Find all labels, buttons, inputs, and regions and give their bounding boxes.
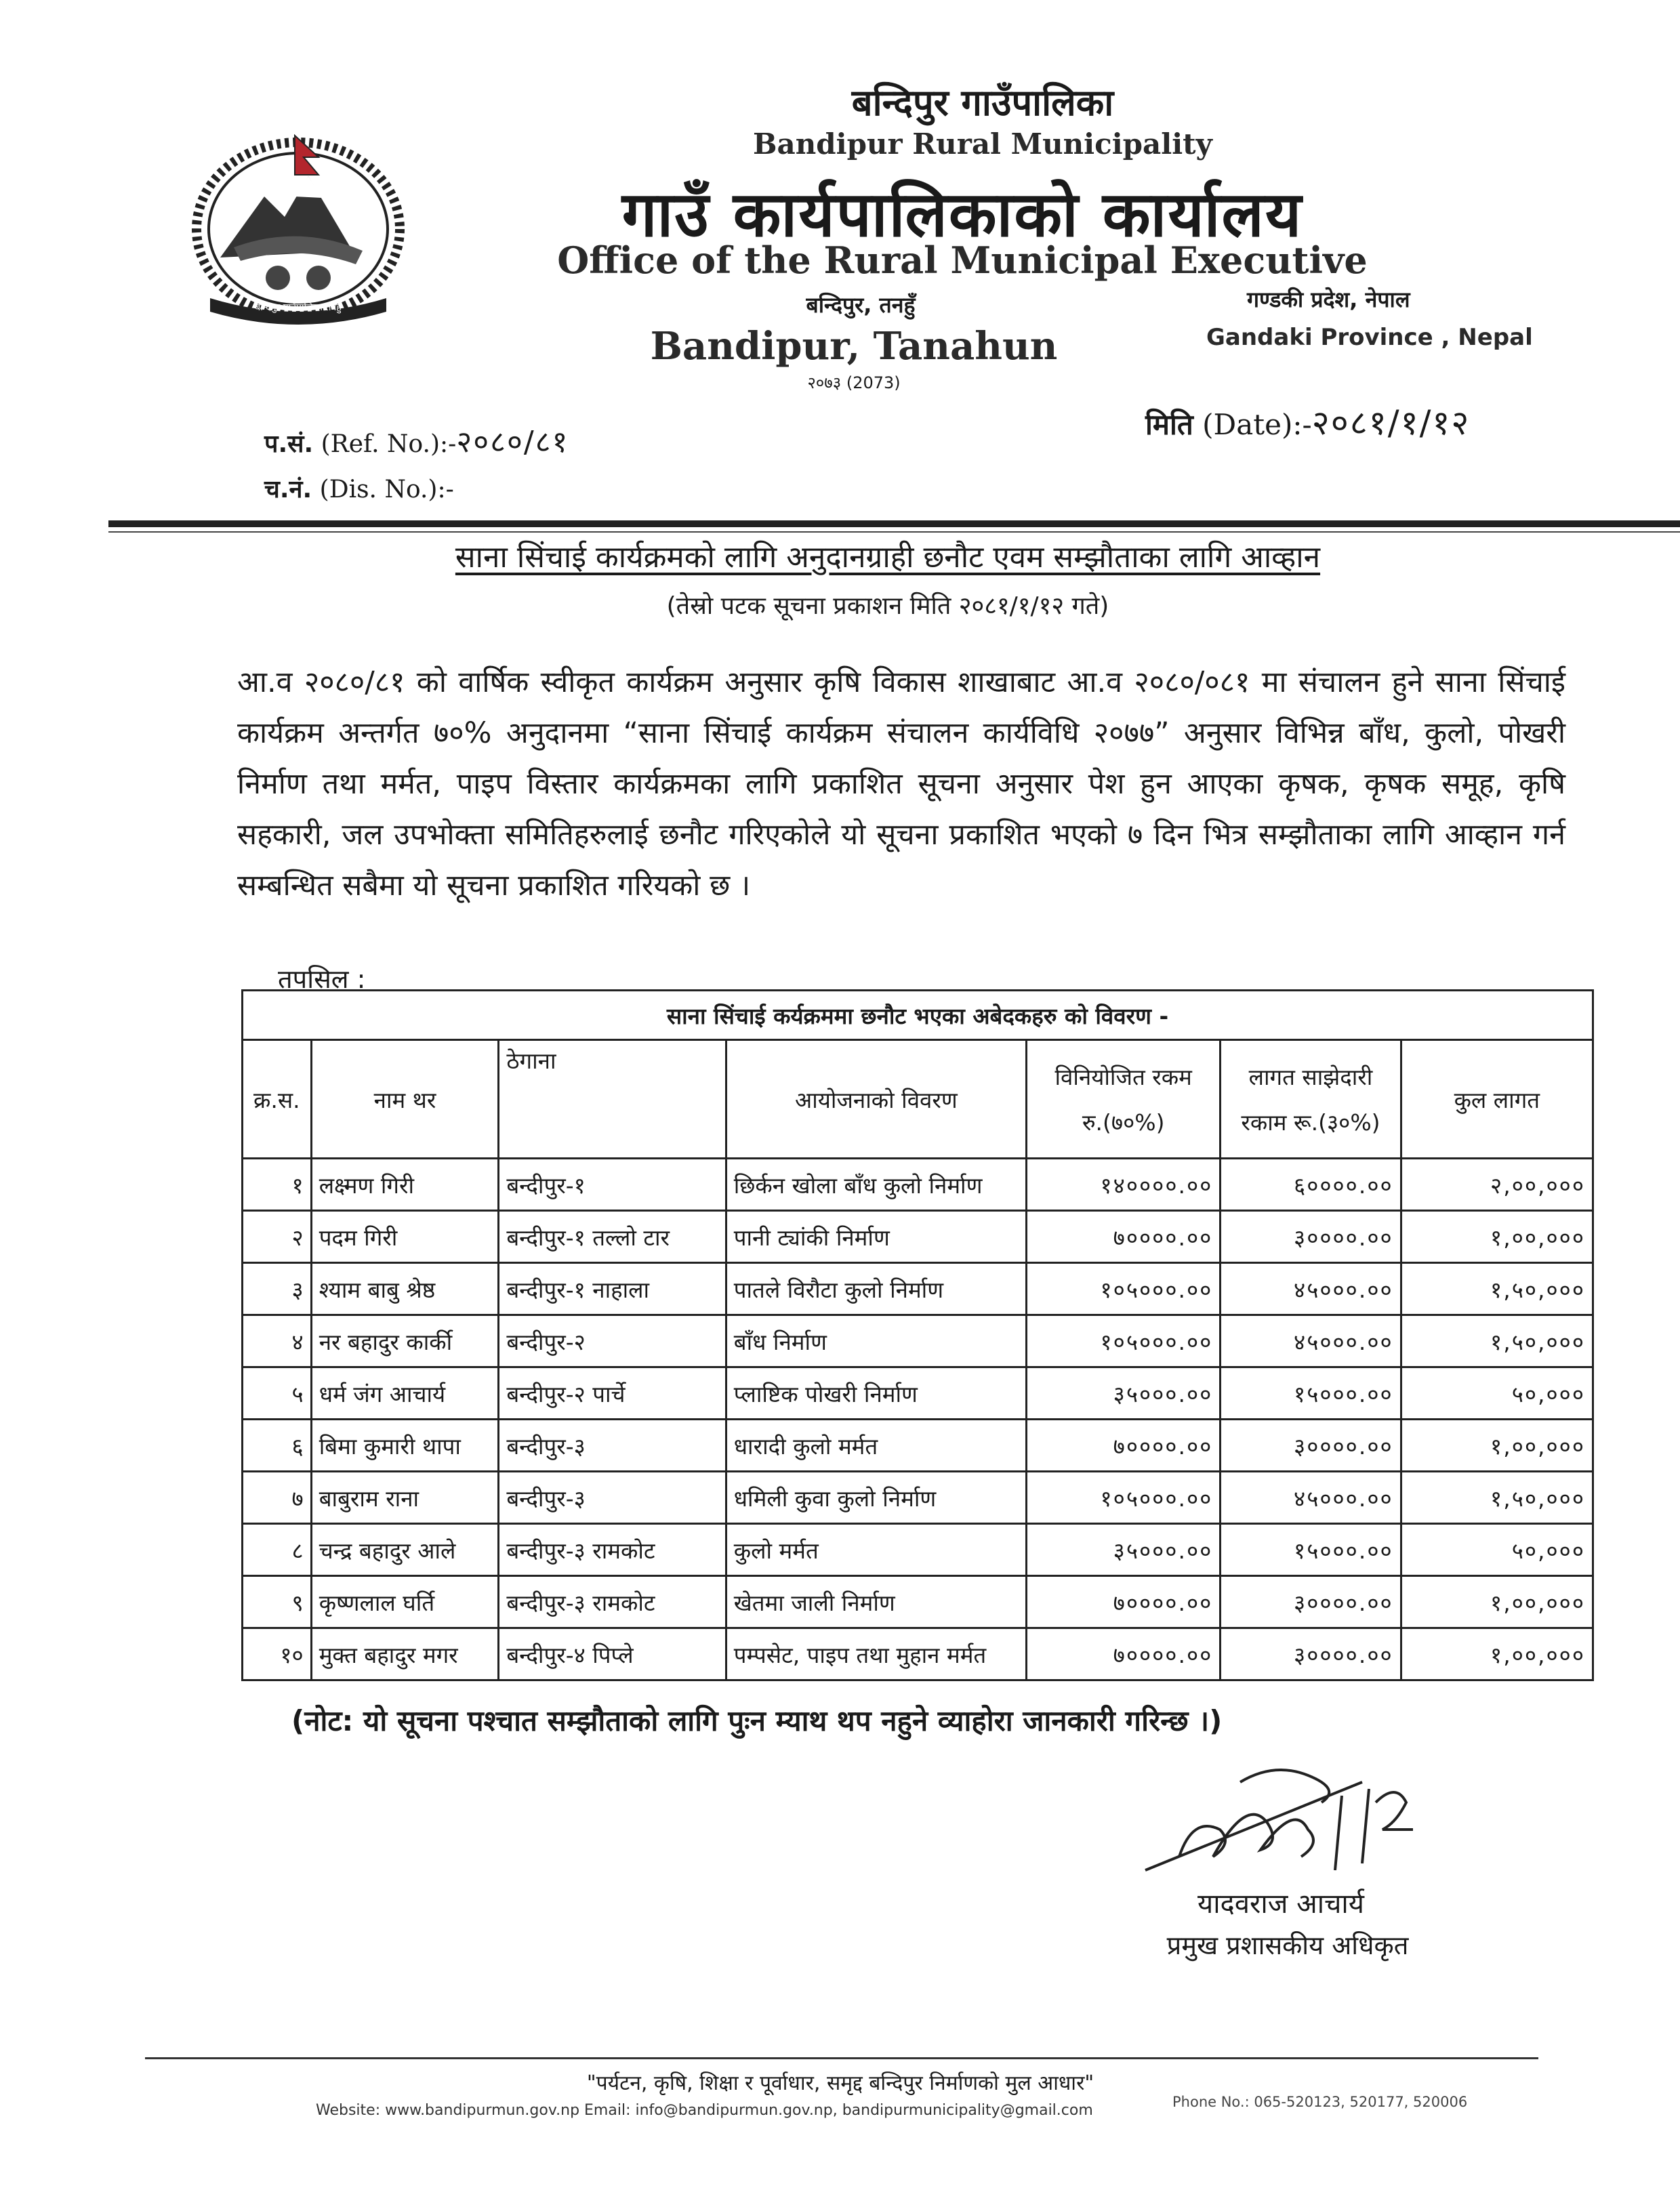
cell-cost-share: ३००००.०० [1221, 1628, 1401, 1680]
cell-allocated-amount: ३५०००.०० [1027, 1524, 1221, 1576]
table-row [243, 1367, 1593, 1420]
cell-sn: ५ [243, 1367, 312, 1420]
cell-allocated-amount: १४००००.०० [1027, 1159, 1221, 1211]
notice-body: आ.व २०८०/८१ को वार्षिक स्वीकृत कार्यक्रम अनुसार कृषि विकास शाखाबाट आ.व २०८०/०८१ मा संचालन हुने साना सिंचाई कार्यक्रम अन्तर्गत ७०% अनुदानमा “साना सिंचाई कार्यक्रम संचालन कार्यविधि २०७७” अनुसार विभिन्न बाँध, कुलो, पोखरी निर्माण तथा मर्मत, पाइप विस्तार कार्यक्रमका लागि प्रकाशित सूचना अनुसार पेश हुन आएका कृषक, कृषक समूह, कृषि सहकारी, जल उपभोक्ता समितिहरुलाई छनौट गरिएकोले यो सूचना प्रकाशित भएको ७ दिन भित्र सम्झौताका लागि आव्हान गर्न सम्बन्धित सबैमा यो सूचना प्रकाशित गरियको छ । [237, 665, 1565, 903]
cell-name: नर बहादुर कार्की [311, 1315, 499, 1367]
cell-project: धारादी कुलो मर्मत [726, 1420, 1026, 1472]
cell-project: खेतमा जाली निर्माण [726, 1576, 1026, 1628]
header-allocated-amount [1027, 1040, 1221, 1159]
cell-sn: १० [243, 1628, 312, 1680]
cell-allocated-amount: ७००००.०० [1027, 1420, 1221, 1472]
cell-cost-share: ३००००.०० [1221, 1211, 1401, 1263]
cell-cost-share: ३००००.०० [1221, 1420, 1401, 1472]
header-total-cost: कुल लागत [1401, 1040, 1593, 1159]
cell-project: कुलो मर्मत [726, 1524, 1026, 1576]
cell-sn: ६ [243, 1420, 312, 1472]
cell-total-cost: १,५०,००० [1401, 1263, 1593, 1315]
table-row [243, 1263, 1593, 1315]
established-year: २०७३ (2073) [807, 373, 901, 392]
cell-allocated-amount: ७००००.०० [1027, 1211, 1221, 1263]
notice-note: (नोट: यो सूचना पश्चात सम्झौताको लागि पुःन म्याथ थप नहुने व्याहोरा जानकारी गरिन्छ ।) [291, 1704, 1223, 1737]
cell-address: बन्दीपुर-४ पिप्ले [499, 1628, 726, 1680]
cell-address: बन्दीपुर-३ [499, 1420, 726, 1472]
table-body [243, 1159, 1593, 1680]
cell-sn: २ [243, 1211, 312, 1263]
table-row [243, 1628, 1593, 1680]
cell-name: मुक्त बहादुर मगर [311, 1628, 499, 1680]
cell-project: पम्पसेट, पाइप तथा मुहान मर्मत [726, 1628, 1026, 1680]
signatory-name: यादवराज आचार्य [1197, 1888, 1364, 1920]
cell-cost-share: ४५०००.०० [1221, 1315, 1401, 1367]
header-name: नाम थर [311, 1040, 499, 1159]
cell-address: बन्दीपुर-३ [499, 1472, 726, 1524]
cell-project: प्लाष्टिक पोखरी निर्माण [726, 1367, 1026, 1420]
dispatch-number [264, 472, 454, 505]
cell-project: पातले विरौटा कुलो निर्माण [726, 1263, 1026, 1315]
header-address: ठेगाना [499, 1040, 726, 1159]
reference-number [264, 420, 569, 461]
cell-total-cost: ५०,००० [1401, 1367, 1593, 1420]
notice-title [136, 535, 1640, 576]
cell-cost-share: १५०००.०० [1221, 1367, 1401, 1420]
cell-name: श्याम बाबु श्रेष्ठ [311, 1263, 499, 1315]
cell-allocated-amount: १०५०००.०० [1027, 1263, 1221, 1315]
header-allocated-amount-line2: रु.(७०%) [1082, 1109, 1165, 1136]
table-caption-row [243, 991, 1593, 1040]
cell-allocated-amount: ७००००.०० [1027, 1576, 1221, 1628]
header-cost-share-line2: रकाम रू.(३०%) [1241, 1109, 1380, 1136]
table-row [243, 1524, 1593, 1576]
cell-total-cost: १,००,००० [1401, 1420, 1593, 1472]
dis-label-english: (Dis. No.):- [319, 476, 454, 503]
table-header-row [243, 1040, 1593, 1159]
table-row [243, 1211, 1593, 1263]
cell-project: धमिली कुवा कुलो निर्माण [726, 1472, 1026, 1524]
cell-total-cost: १,५०,००० [1401, 1315, 1593, 1367]
emblem-ribbon-text: बन्दिपुर गाउँपालिका तनहुँ [255, 302, 342, 313]
header-project: आयोजनाको विवरण [726, 1040, 1026, 1159]
ref-label-english: (Ref. No.):- [321, 430, 457, 458]
cell-sn: ४ [243, 1315, 312, 1367]
cell-total-cost: २,००,००० [1401, 1159, 1593, 1211]
cell-project: पानी ट्यांकी निर्माण [726, 1211, 1026, 1263]
notice-title-text: साना सिंचाई कार्यक्रमको लागि अनुदानग्राही छनौट एवम सम्झौताका लागि आव्हान [455, 540, 1321, 575]
cell-sn: ९ [243, 1576, 312, 1628]
table-row [243, 1159, 1593, 1211]
footer-slogan: "पर्यटन, कृषि, शिक्षा र पूर्वाधार, समृद्द बन्दिपुर निर्माणको मुल आधार" [586, 2071, 1094, 2095]
municipality-name-nepali: बन्दिपुर गाउँपालिका [851, 81, 1114, 124]
province-nepali: गण्डकी प्रदेश, नेपाल [1247, 287, 1410, 312]
province-english: Gandaki Province , Nepal [1206, 324, 1533, 351]
cell-total-cost: १,५०,००० [1401, 1472, 1593, 1524]
header-sn: क्र.स. [243, 1040, 312, 1159]
cell-address: बन्दीपुर-१ तल्लो टार [499, 1211, 726, 1263]
footer-phone: Phone No.: 065-520123, 520177, 520006 [1172, 2094, 1468, 2110]
cell-cost-share: १५०००.०० [1221, 1524, 1401, 1576]
table-caption: साना सिंचाई कर्यक्रममा छनौट भएका अबेदकहरु को विवरण - [243, 991, 1593, 1040]
cell-address: बन्दीपुर-१ [499, 1159, 726, 1211]
cell-total-cost: १,००,००० [1401, 1628, 1593, 1680]
officer-signature [1139, 1755, 1423, 1897]
cell-name: चन्द्र बहादुर आले [311, 1524, 499, 1576]
header-divider-thin [108, 531, 1680, 533]
header-divider [108, 520, 1680, 527]
table-row [243, 1420, 1593, 1472]
cell-name: बिमा कुमारी थापा [311, 1420, 499, 1472]
date-value: २०८१/१/१२ [1311, 403, 1471, 442]
cell-address: बन्दीपुर-३ रामकोट [499, 1524, 726, 1576]
table-row [243, 1315, 1593, 1367]
cell-cost-share: ३००००.०० [1221, 1576, 1401, 1628]
cell-sn: १ [243, 1159, 312, 1211]
cell-allocated-amount: १०५०००.०० [1027, 1472, 1221, 1524]
table-row [243, 1576, 1593, 1628]
cell-allocated-amount: ३५०००.०० [1027, 1367, 1221, 1420]
signatory-title: प्रमुख प्रशासकीय अधिकृत [1166, 1931, 1409, 1960]
cell-cost-share: ४५०००.०० [1221, 1263, 1401, 1315]
cell-cost-share: ६००००.०० [1221, 1159, 1401, 1211]
office-name-nepali: गाउँ कार्यपालिकाको कार्यालय [621, 178, 1303, 251]
header-cost-share-line1: लागत साझेदारी [1248, 1064, 1373, 1090]
location-nepali: बन्दिपुर, तनहुँ [806, 292, 916, 318]
table-row [243, 1472, 1593, 1524]
cell-total-cost: ५०,००० [1401, 1524, 1593, 1576]
cell-name: पदम गिरी [311, 1211, 499, 1263]
nepal-emblem-logo [183, 122, 413, 325]
location-english: Bandipur, Tanahun [650, 324, 1058, 369]
cell-allocated-amount: १०५०००.०० [1027, 1315, 1221, 1367]
ref-value: २०८०/८१ [456, 425, 569, 459]
cell-address: बन्दीपुर-२ पार्चे [499, 1367, 726, 1420]
cell-allocated-amount: ७००००.०० [1027, 1628, 1221, 1680]
header-cost-share [1221, 1040, 1401, 1159]
cell-project: छिर्कन खोला बाँध कुलो निर्माण [726, 1159, 1026, 1211]
cell-name: धर्म जंग आचार्य [311, 1367, 499, 1420]
cell-total-cost: १,००,००० [1401, 1576, 1593, 1628]
selected-applicants-table [241, 989, 1594, 1681]
cell-cost-share: ४५०००.०० [1221, 1472, 1401, 1524]
footer-divider [145, 2057, 1538, 2059]
notice-subtitle: (तेस्रो पटक सूचना प्रकाशन मिति २०८१/१/१२ गते) [666, 592, 1109, 620]
cell-name: कृष्णलाल घर्ति [311, 1576, 499, 1628]
footer-contact-web-email: Website: www.bandipurmun.gov.np Email: info@bandipurmun.gov.np, bandipurmunicipality@gmail.com [316, 2102, 1093, 2119]
cell-address: बन्दीपुर-२ [499, 1315, 726, 1367]
cell-sn: ७ [243, 1472, 312, 1524]
date-label: मिति [1145, 408, 1193, 441]
cell-name: लक्ष्मण गिरी [311, 1159, 499, 1211]
cell-address: बन्दीपुर-३ रामकोट [499, 1576, 726, 1628]
municipality-name-english: Bandipur Rural Municipality [753, 127, 1212, 161]
cell-project: बाँध निर्माण [726, 1315, 1026, 1367]
cell-address: बन्दीपुर-१ नाहाला [499, 1263, 726, 1315]
document-date [1145, 398, 1470, 445]
cell-sn: ३ [243, 1263, 312, 1315]
header-allocated-amount-line1: विनियोजित रकम [1054, 1064, 1192, 1090]
office-name-english: Office of the Rural Municipal Executive [557, 239, 1368, 282]
dis-label: च.नं. [264, 476, 312, 503]
details-label: तपसिल : [278, 964, 366, 994]
cell-total-cost: १,००,००० [1401, 1211, 1593, 1263]
ref-label: प.सं. [264, 430, 314, 458]
cell-name: बाबुराम राना [311, 1472, 499, 1524]
cell-sn: ८ [243, 1524, 312, 1576]
date-label-english: (Date):- [1202, 408, 1312, 441]
